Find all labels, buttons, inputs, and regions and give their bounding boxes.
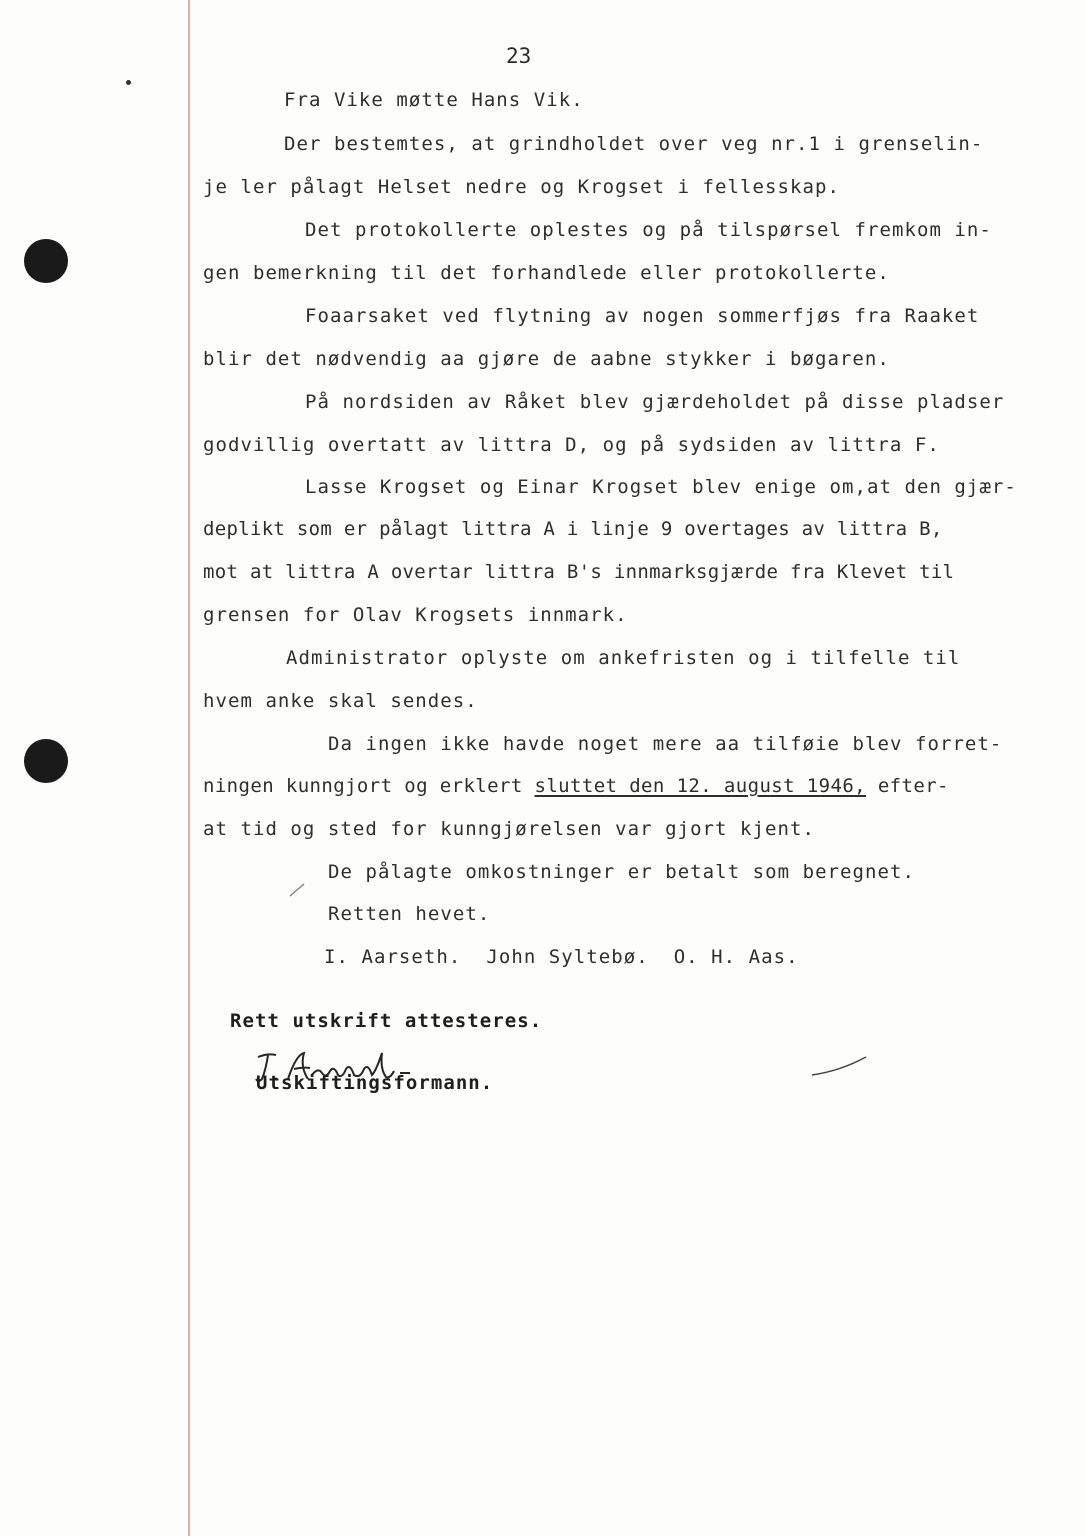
closing-date-underlined: sluttet den 12. august 1946, <box>534 775 866 797</box>
text-line: hvem anke skal sendes. <box>203 690 478 712</box>
text-line: je ler pålagt Helset nedre og Krogset i fellesskap. <box>203 176 840 198</box>
punch-hole-1 <box>24 239 68 283</box>
text-segment: efter- <box>866 775 949 797</box>
text-line: at tid og sted for kunngjørelsen var gjort kjent. <box>203 818 815 840</box>
signatory-title: Utskiftingsformann. <box>256 1072 494 1094</box>
punch-hole-2 <box>24 739 68 783</box>
text-line: mot at littra A overtar littra B's innmarksgjærde fra Klevet til <box>203 561 955 583</box>
pencil-mark <box>810 1055 870 1079</box>
pencil-mark <box>288 880 308 900</box>
text-line: Der bestemtes, at grindholdet over veg nr.1 i grenselin- <box>284 133 984 155</box>
text-line: Da ingen ikke havde noget mere aa tilføie blev forret- <box>328 733 1003 755</box>
text-line: blir det nødvendig aa gjøre de aabne stykker i bøgaren. <box>203 348 890 370</box>
text-line: grensen for Olav Krogsets innmark. <box>203 604 628 626</box>
text-line: Fra Vike møtte Hans Vik. <box>284 89 584 111</box>
text-line: De pålagte omkostninger er betalt som beregnet. <box>328 861 915 883</box>
text-line: Foaarsaket ved flytning av nogen sommerfjøs fra Raaket <box>305 305 980 327</box>
text-line: På nordsiden av Råket blev gjærdeholdet på disse pladser <box>305 391 1005 413</box>
text-line: I. Aarseth. John Syltebø. O. H. Aas. <box>324 946 799 968</box>
text-line: Lasse Krogset og Einar Krogset blev enige om,at den gjær- <box>305 476 1017 498</box>
text-line: Administrator oplyste om ankefristen og i tilfelle til <box>286 647 961 669</box>
text-line: deplikt som er pålagt littra A i linje 9 overtages av littra B, <box>203 518 943 540</box>
text-segment: ningen kunngjort og erklert <box>203 775 535 797</box>
text-line: Det protokollerte oplestes og på tilspørsel fremkom in- <box>305 219 992 241</box>
page-number: 23 <box>506 44 532 68</box>
text-line <box>203 775 949 797</box>
text-line: gen bemerkning til det forhandlede eller protokollerte. <box>203 262 890 284</box>
margin-rule <box>188 0 190 1536</box>
text-line: Retten hevet. <box>328 903 491 925</box>
ink-dot <box>126 80 131 85</box>
attestation-line: Rett utskrift attesteres. <box>230 1010 543 1032</box>
text-line: godvillig overtatt av littra D, og på sydsiden av littra F. <box>203 434 940 456</box>
